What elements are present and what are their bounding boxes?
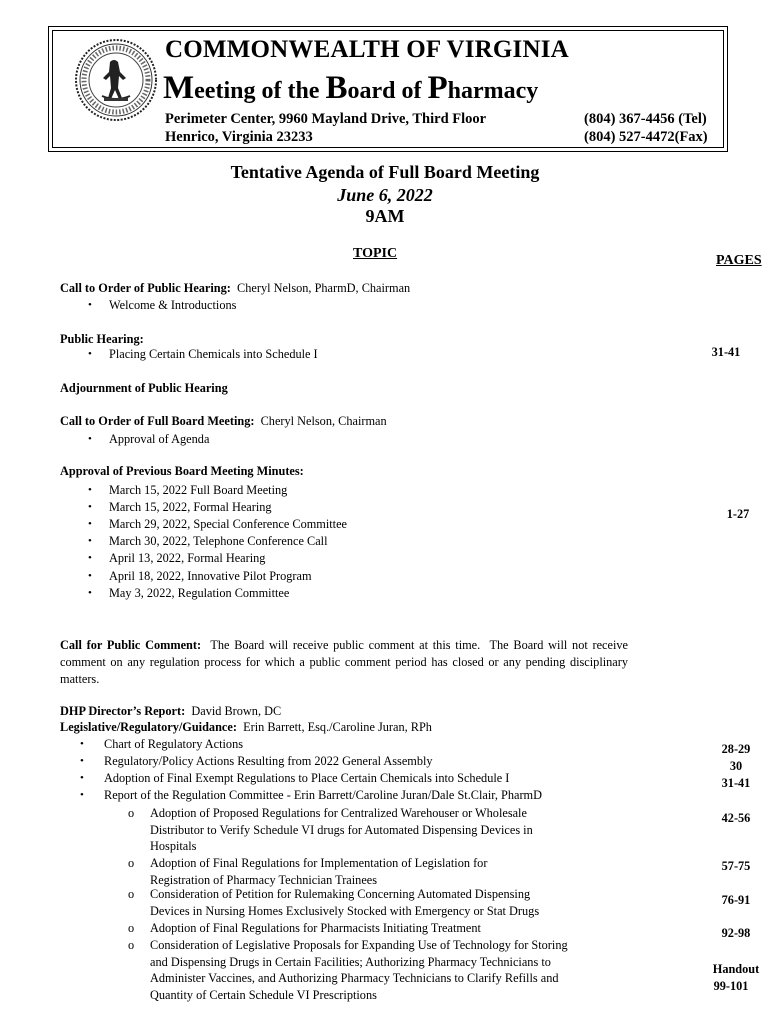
agenda-item-minutes: Approval of Previous Board Meeting Minutes: <box>60 464 304 478</box>
commonwealth-title: COMMONWEALTH OF VIRGINIA <box>165 36 569 63</box>
list-item: Report of the Regulation Committee - Erin Barrett/Caroline Juran/Dale St.Clair, PharmD <box>104 788 542 802</box>
list-item: March 30, 2022, Telephone Conference Call <box>109 534 328 548</box>
page-reference: 57-75 <box>721 859 751 873</box>
sub-list-item-line: Consideration of Petition for Rulemaking Concerning Automated Dispensing <box>150 887 531 901</box>
list-item: April 18, 2022, Innovative Pilot Program <box>109 569 312 583</box>
sub-list-item-line: Hospitals <box>150 839 197 853</box>
list-item: March 15, 2022, Formal Hearing <box>109 500 272 514</box>
sub-list-item-line: Adoption of Final Regulations for Implementation of Legislation for <box>150 856 488 870</box>
page-reference: 99-101 <box>713 979 749 993</box>
address-line-1: Perimeter Center, 9960 Mayland Drive, Third Floor <box>165 111 487 127</box>
agenda-item-call-to-order-board: Call to Order of Full Board Meeting: Cheryl Nelson, Chairman <box>60 414 387 428</box>
address-block <box>165 110 486 146</box>
bullet-icon: • <box>88 501 92 513</box>
list-item: March 15, 2022 Full Board Meeting <box>109 483 288 497</box>
agenda-item-legislative: Legislative/Regulatory/Guidance: Erin Barrett, Esq./Caroline Juran, RPh <box>60 720 432 734</box>
agenda-item-public-hearing: Public Hearing: <box>60 332 144 346</box>
list-item: Placing Certain Chemicals into Schedule I <box>109 347 318 361</box>
sub-list-item-line: Devices in Nursing Homes Exclusively Stocked with Emergency or Stat Drugs <box>150 903 540 918</box>
sub-bullet-icon: o <box>128 887 135 901</box>
bullet-icon: • <box>88 535 92 547</box>
page-reference: 1-27 <box>726 507 750 521</box>
bullet-icon: • <box>88 484 92 496</box>
sub-list-item-line: and Dispensing Drugs in Certain Facilities; Authorizing Pharmacy Technicians to <box>150 954 551 969</box>
sub-list-item-line: Adoption of Final Regulations for Pharmacists Initiating Treatment <box>150 921 481 935</box>
pages-column-header: PAGES <box>716 253 762 268</box>
fax-number: (804) 527-4472(Fax) <box>584 129 708 145</box>
list-item: Regulatory/Policy Actions Resulting from 2022 General Assembly <box>104 754 433 768</box>
meeting-time: 9AM <box>365 206 405 226</box>
sub-bullet-icon: o <box>128 938 135 952</box>
list-item: Welcome & Introductions <box>109 298 237 312</box>
sub-list-item-line: Administer Vaccines, and Authorizing Pharmacy Technicians to Clarify Refills and <box>150 971 559 985</box>
topic-column-header: TOPIC <box>353 246 398 261</box>
list-item: Chart of Regulatory Actions <box>104 737 244 751</box>
bullet-icon: • <box>88 552 92 564</box>
bullet-icon: • <box>80 738 84 750</box>
bullet-icon: • <box>88 348 92 360</box>
page-reference: 31-41 <box>721 776 751 790</box>
agenda-item-director-report: DHP Director’s Report: David Brown, DC <box>60 704 282 718</box>
agenda-title: Tentative Agenda of Full Board Meeting <box>230 162 540 182</box>
bullet-icon: • <box>88 518 92 530</box>
bullet-icon: • <box>80 789 84 801</box>
page-reference: 42-56 <box>721 811 751 825</box>
bullet-icon: • <box>80 772 84 784</box>
bullet-icon: • <box>80 755 84 767</box>
list-item: March 29, 2022, Special Conference Committee <box>109 517 348 531</box>
sub-list-item-line: Distributor to Verify Schedule VI drugs for Automated Dispensing Devices in <box>150 822 533 837</box>
list-item: May 3, 2022, Regulation Committee <box>109 586 290 600</box>
sub-list-item-line: Registration of Pharmacy Technician Trainees <box>150 872 378 887</box>
bullet-icon: • <box>88 587 92 599</box>
page-reference-label: Handout <box>712 962 760 976</box>
agenda-item-call-to-order-hearing: Call to Order of Public Hearing: Cheryl Nelson, PharmD, Chairman <box>60 281 411 295</box>
agenda-item-public-comment: Call for Public Comment: The Board will receive public comment at this time. The Board will not receive comment on any regulation process for which a public comment period has closed or any pending disciplinary matters. <box>60 638 632 686</box>
page-reference: 31-41 <box>711 345 741 359</box>
sub-list-item-line: Quantity of Certain Schedule VI Prescriptions <box>150 987 377 1002</box>
sub-list-item-line: Adoption of Proposed Regulations for Centralized Warehouser or Wholesale <box>150 806 527 820</box>
list-item: Adoption of Final Exempt Regulations to Place Certain Chemicals into Schedule I <box>104 771 510 785</box>
board-title: Meeting of the Board of Pharmacy <box>163 70 539 106</box>
list-item: April 13, 2022, Formal Hearing <box>109 551 266 565</box>
page-reference: 76-91 <box>721 893 751 907</box>
bullet-icon: • <box>88 299 92 311</box>
virginia-seal-icon <box>74 38 158 122</box>
address-line-2: Henrico, Virginia 23233 <box>165 129 313 145</box>
sub-bullet-icon: o <box>128 856 135 870</box>
agenda-item-adjournment: Adjournment of Public Hearing <box>60 381 228 395</box>
phone-number: (804) 367-4456 (Tel) <box>584 111 707 127</box>
meeting-date: June 6, 2022 <box>337 185 433 205</box>
bullet-icon: • <box>88 433 92 445</box>
bullet-icon: • <box>88 570 92 582</box>
list-item: Approval of Agenda <box>109 432 210 446</box>
page-reference: 92-98 <box>721 926 751 940</box>
contact-block <box>584 110 708 146</box>
sub-bullet-icon: o <box>128 921 135 935</box>
sub-list-item-line: Consideration of Legislative Proposals for Expanding Use of Technology for Storing <box>150 938 568 952</box>
page-reference: 30 <box>729 759 743 773</box>
sub-bullet-icon: o <box>128 806 135 820</box>
page-reference: 28-29 <box>721 742 751 756</box>
